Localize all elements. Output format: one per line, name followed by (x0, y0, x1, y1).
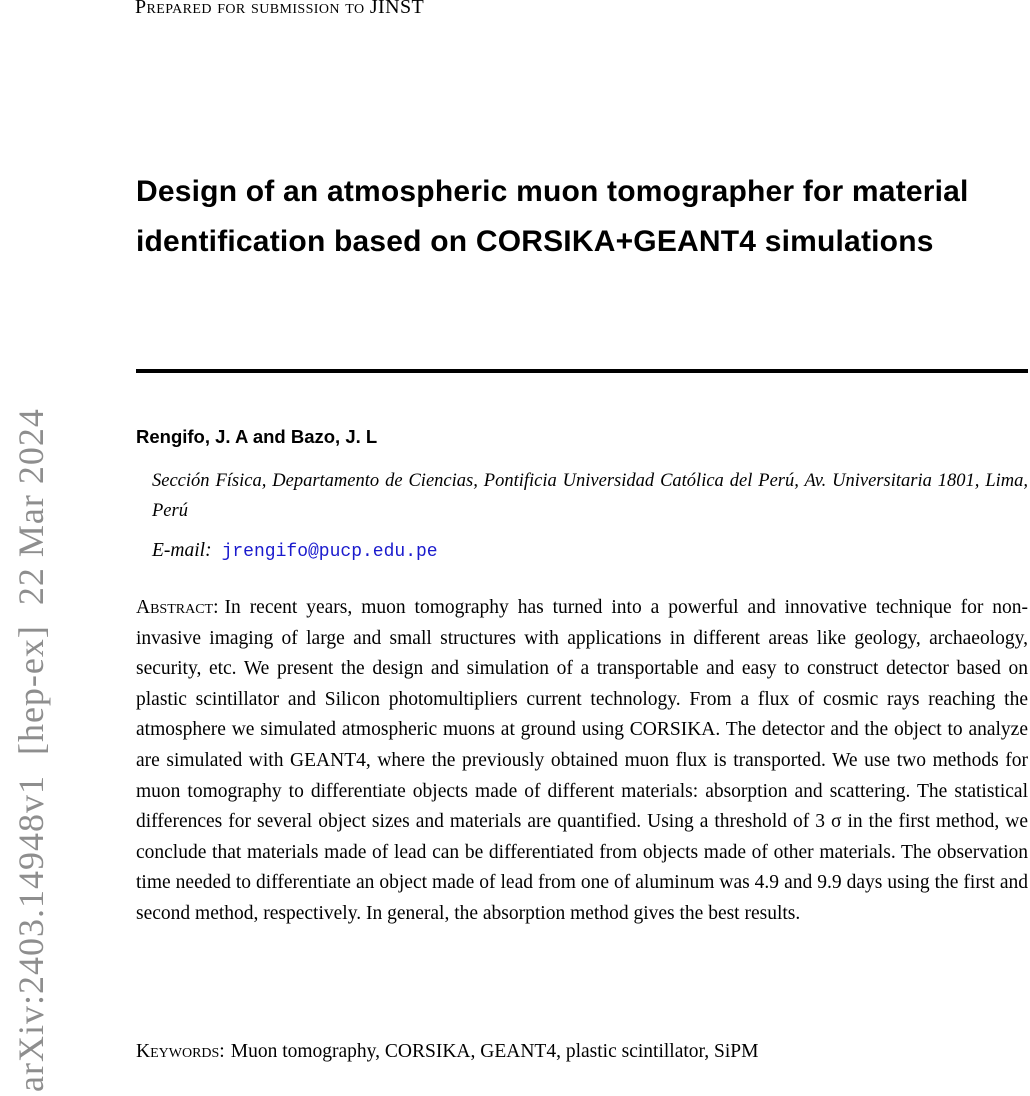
abstract-text: In recent years, muon tomography has turned into a powerful and innovative technique for non-invasive imaging of large and small structures with applications in different areas like geology, archaeology, security, etc. We present the design and simulation of a transportable and easy to construct detector based on plastic scintillator and Silicon photomultipliers current technology. From a flux of cosmic rays reaching the atmosphere we simulated atmospheric muons at ground using CORSIKA. The detector and the object to analyze are simulated with GEANT4, where the previously obtained muon flux is transported. We use two methods for muon tomography to differentiate objects made of different materials: absorption and scattering. The statistical differences for several object sizes and materials are quantified. Using a threshold of 3 σ in the first method, we conclude that materials made of lead can be differentiated from objects made of other materials. The observation time needed to differentiate an object made of lead from one of aluminum was 4.9 and 9.9 days using the first and second method, respectively. In general, the absorption method gives the best results. (136, 597, 1028, 924)
title-rule (136, 369, 1028, 373)
email-label: E-mail: (152, 540, 212, 561)
abstract-label: Abstract: (136, 597, 219, 618)
author-names: Rengifo, J. A and Bazo, J. L (136, 426, 378, 447)
keywords-label: Keywords: (136, 1041, 225, 1062)
paper-title: Design of an atmospheric muon tomographer for material identification based on CORSIKA+GEANT4 simulations (136, 175, 969, 258)
abstract-paragraph (136, 593, 1028, 930)
keywords-text: Muon tomography, CORSIKA, GEANT4, plastic scintillator, SiPM (230, 1041, 759, 1062)
arxiv-watermark: arXiv:2403.14948v1 [hep-ex] 22 Mar 2024 (11, 408, 51, 1092)
keywords-line (136, 1037, 1028, 1067)
affiliation: Sección Física, Departamento de Ciencias, Pontificia Universidad Católica del Perú, Av. Universitaria 1801, Lima, Perú (152, 471, 1028, 521)
email-link[interactable]: jrengifo@pucp.edu.pe (221, 542, 438, 562)
submission-note: Prepared for submission to JINST (135, 0, 425, 18)
email-line (152, 540, 438, 562)
